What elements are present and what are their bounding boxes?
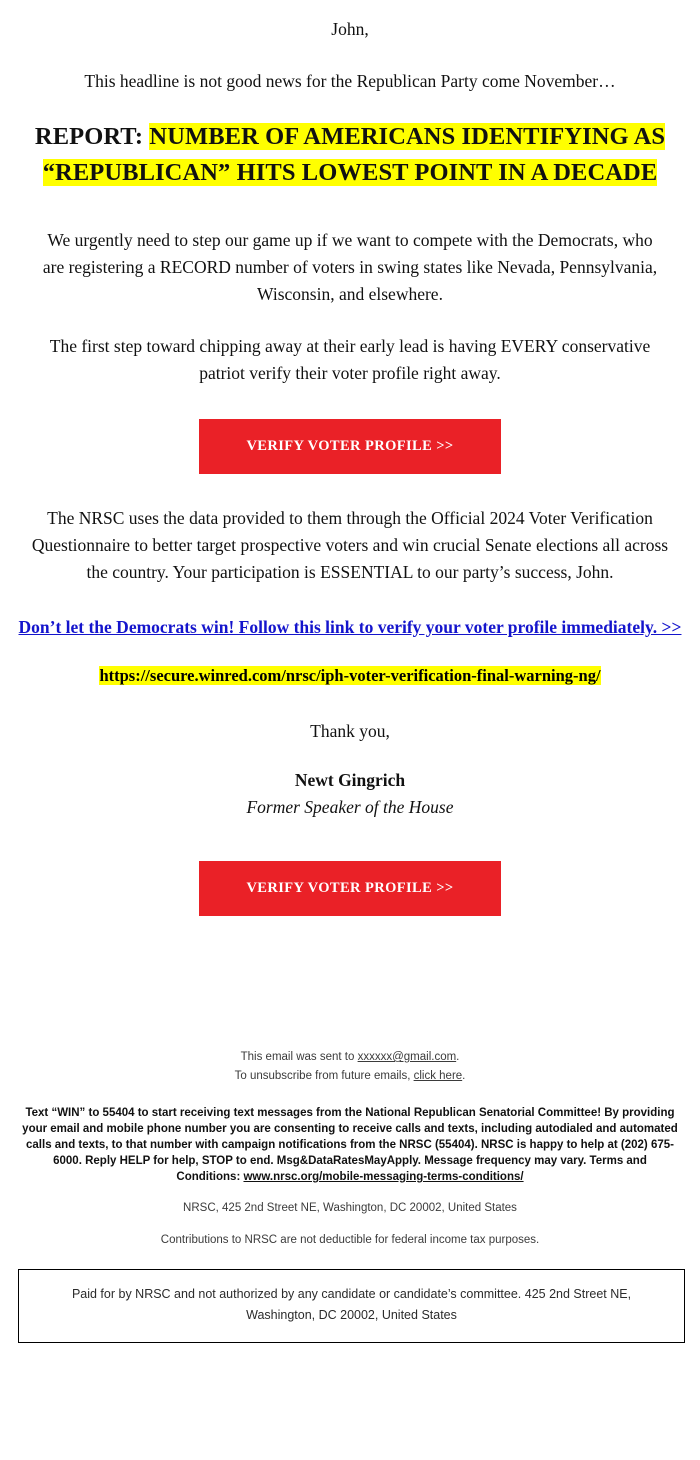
sms-legal-disclosure [0,1086,700,1185]
sms-legal-text: Text “WIN” to 55404 to start receiving text messages from the National Republican Senatorial Committee! By providing your email and mobile phone number you are consenting to receive calls and texts, including autodialed and automated calls and texts, to that number with campaign notifications from the NRSC (55404). NRSC is happy to help at (202) 675-6000. Reply HELP for help, STOP to end. Msg&DataRatesMayApply. Message frequency may vary. Terms and Conditions: [22,1107,678,1183]
unsubscribe-line [0,1067,700,1086]
verify-voter-profile-button-top[interactable]: VERIFY VOTER PROFILE >> [199,419,501,474]
unsubscribe-link[interactable]: click here [413,1070,463,1082]
tax-deductibility-notice: Contributions to NRSC are not deductible for federal income tax purposes. [160,1234,540,1246]
headline-prefix: REPORT: [34,123,150,150]
cta-container-bottom [0,819,700,916]
signature-name: Newt Gingrich [294,770,406,790]
paragraph-urgency: We urgently need to step our game up if we want to compete with the Democrats, who are registering a RECORD number of voters in swing states like Nevada, Pennsylvania, Wisconsin, and elsewhere. [42,230,658,304]
paid-for-by-box [18,1269,685,1343]
signature-title: Former Speaker of the House [246,797,454,817]
mobile-messaging-terms-link[interactable]: www.nrsc.org/mobile-messaging-terms-conditions/ [243,1171,524,1183]
inline-link-container [0,586,700,641]
recipient-email-link[interactable]: xxxxxx@gmail.com [357,1051,457,1063]
verify-voter-profile-button-bottom[interactable]: VERIFY VOTER PROFILE >> [199,861,501,916]
sent-to-suffix: . [456,1051,460,1063]
paid-for-by-text: Paid for by NRSC and not authorized by any candidate or candidate’s committee. 425 2nd Street NE, Washington, DC 20002, United States [71,1287,632,1322]
raw-url-container [0,641,700,688]
sent-to-prefix: This email was sent to [240,1051,358,1063]
paragraph-nrsc-data: The NRSC uses the data provided to them through the Official 2024 Voter Verification Questionnaire to better target prospective voters and win crucial Senate elections all across the country. Your participation is ESSENTIAL to our party’s success, John. [31,508,669,582]
email-footer [0,916,700,1343]
unsubscribe-prefix: To unsubscribe from future emails, [234,1070,414,1082]
closing-line: Thank you, [310,721,390,741]
verify-voter-profile-text-link[interactable]: Don’t let the Democrats win! Follow this link to verify your voter profile immediately. >> [18,617,682,637]
cta-container-top [0,387,700,474]
headline-highlighted: NUMBER OF AMERICANS IDENTIFYING AS “REPUBLICAN” HITS LOWEST POINT IN A DECADE [42,123,666,186]
headline [0,93,700,191]
lede-line: This headline is not good news for the Republican Party come November… [84,71,616,91]
organization-address: NRSC, 425 2nd Street NE, Washington, DC 20002, United States [183,1202,517,1214]
unsubscribe-suffix: . [462,1070,466,1082]
greeting-line: John, [331,19,369,39]
raw-verification-url[interactable]: https://secure.winred.com/nrsc/iph-voter-verification-final-warning-ng/ [99,666,601,685]
paragraph-first-step: The first step toward chipping away at their early lead is having EVERY conservative patriot verify their voter profile right away. [49,336,651,383]
sent-to-line [0,1048,700,1067]
